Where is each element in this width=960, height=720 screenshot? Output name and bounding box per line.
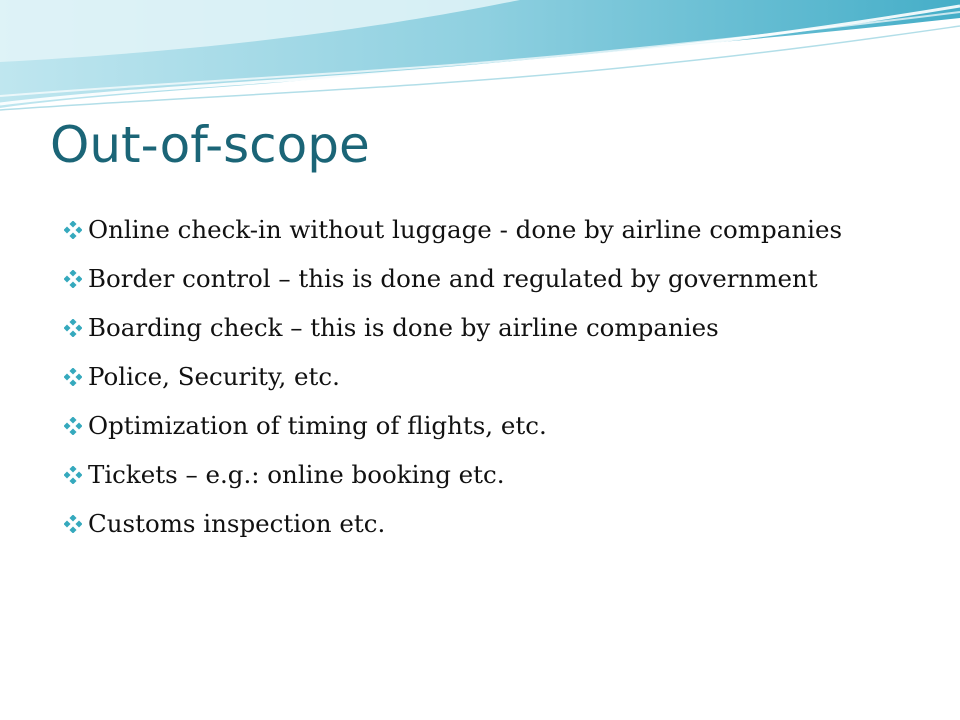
bullet-text: Boarding check – this is done by airline companies — [88, 313, 719, 342]
diamond-dots-icon — [64, 466, 82, 484]
diamond-dots-icon — [64, 221, 82, 239]
bullet-item — [64, 408, 884, 443]
diamond-dots-icon — [64, 515, 82, 533]
bullet-text: Online check-in without luggage - done by airline companies — [88, 215, 843, 244]
bullet-item — [64, 261, 884, 296]
bullet-text: Tickets – e.g.: online booking etc. — [88, 460, 505, 489]
bullet-text: Optimization of timing of flights, etc. — [88, 411, 547, 440]
wave-header-decoration — [0, 0, 960, 120]
diamond-dots-icon — [64, 417, 82, 435]
diamond-dots-icon — [64, 270, 82, 288]
diamond-dots-icon — [64, 368, 82, 386]
bullet-item — [64, 359, 884, 394]
bullet-text: Police, Security, etc. — [88, 362, 340, 391]
diamond-dots-icon — [64, 319, 82, 337]
bullet-item — [64, 457, 884, 492]
bullet-item — [64, 212, 884, 247]
bullet-text: Customs inspection etc. — [88, 509, 386, 538]
bullet-text: Border control – this is done and regulated by government — [88, 264, 818, 293]
bullet-item — [64, 310, 884, 345]
bullet-item — [64, 506, 884, 541]
slide-title: Out-of-scope — [50, 116, 370, 174]
bullet-list — [64, 212, 884, 555]
